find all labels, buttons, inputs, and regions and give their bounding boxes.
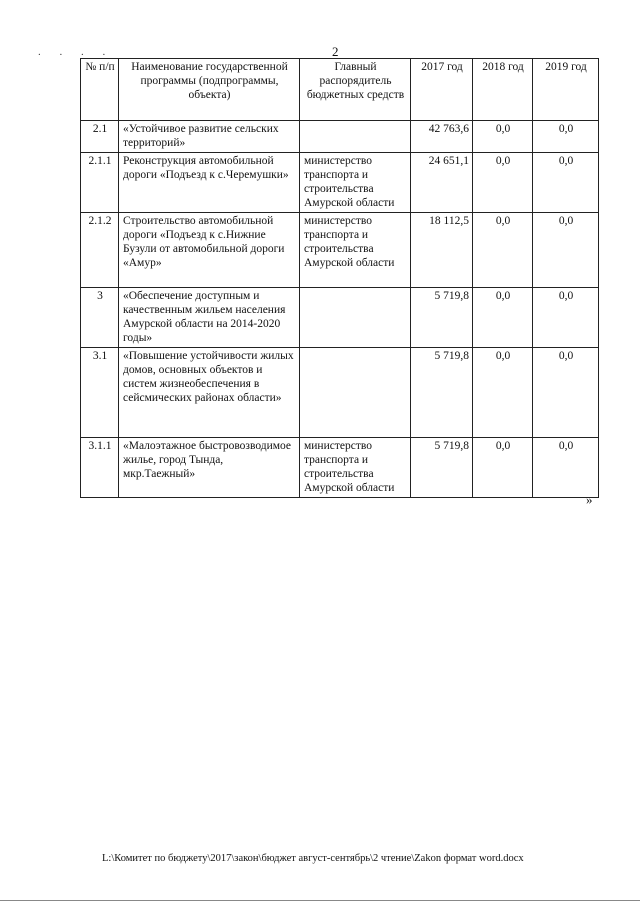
table-header-row <box>81 59 599 121</box>
row-2017: 18 112,5 <box>411 213 473 288</box>
row-name: «Обеспечение доступным и качественным жильем населения Амурской области на 2014-2020 годы» <box>119 288 300 348</box>
row-2018: 0,0 <box>473 121 533 153</box>
header-num: № п/п <box>81 59 119 121</box>
row-name: «Устойчивое развитие сельских территорий» <box>119 121 300 153</box>
table-row <box>81 438 599 498</box>
table-row <box>81 348 599 438</box>
row-name: «Малоэтажное быстровозводимое жилье, город Тында, мкр.Таежный» <box>119 438 300 498</box>
table-row <box>81 288 599 348</box>
row-manager: министерство транспорта и строительства Амурской области <box>300 213 411 288</box>
header-2018: 2018 год <box>473 59 533 121</box>
row-name: Строительство автомобильной дороги «Подъезд к с.Нижние Бузули от автомобильной дороги «Амур» <box>119 213 300 288</box>
row-2018: 0,0 <box>473 288 533 348</box>
row-2018: 0,0 <box>473 438 533 498</box>
header-name: Наименование государственной программы (подпрограммы, объекта) <box>119 59 300 121</box>
row-manager: министерство транспорта и строительства Амурской области <box>300 153 411 213</box>
closing-quote-mark: » <box>586 492 593 507</box>
row-name: «Повышение устойчивости жилых домов, основных объектов и систем жизнеобеспечения в сейсмических районах области» <box>119 348 300 438</box>
budget-table <box>80 58 599 498</box>
scan-marks: . . . . <box>38 46 114 58</box>
header-manager: Главный распорядитель бюджетных средств <box>300 59 411 121</box>
row-manager <box>300 348 411 438</box>
row-manager <box>300 121 411 153</box>
row-2019: 0,0 <box>533 121 599 153</box>
row-2019: 0,0 <box>533 348 599 438</box>
row-manager: министерство транспорта и строительства Амурской области <box>300 438 411 498</box>
row-num: 3.1 <box>81 348 119 438</box>
row-2017: 24 651,1 <box>411 153 473 213</box>
row-num: 2.1.1 <box>81 153 119 213</box>
row-2017: 5 719,8 <box>411 438 473 498</box>
row-2019: 0,0 <box>533 438 599 498</box>
footer-file-path: L:\Комитет по бюджету\2017\закон\бюджет август-сентябрь\2 чтение\Zakon формат word.docx <box>102 853 524 864</box>
scan-edge-line <box>0 900 640 901</box>
table-row <box>81 213 599 288</box>
row-num: 3.1.1 <box>81 438 119 498</box>
row-2019: 0,0 <box>533 213 599 288</box>
row-num: 3 <box>81 288 119 348</box>
header-2017: 2017 год <box>411 59 473 121</box>
row-num: 2.1 <box>81 121 119 153</box>
table-row <box>81 121 599 153</box>
row-2017: 5 719,8 <box>411 288 473 348</box>
row-2018: 0,0 <box>473 153 533 213</box>
table-row <box>81 153 599 213</box>
page-number: 2 <box>332 44 339 59</box>
header-2019: 2019 год <box>533 59 599 121</box>
row-name: Реконструкция автомобильной дороги «Подъезд к с.Черемушки» <box>119 153 300 213</box>
row-2019: 0,0 <box>533 288 599 348</box>
row-manager <box>300 288 411 348</box>
row-2019: 0,0 <box>533 153 599 213</box>
row-2018: 0,0 <box>473 213 533 288</box>
row-2017: 42 763,6 <box>411 121 473 153</box>
row-2017: 5 719,8 <box>411 348 473 438</box>
row-2018: 0,0 <box>473 348 533 438</box>
row-num: 2.1.2 <box>81 213 119 288</box>
